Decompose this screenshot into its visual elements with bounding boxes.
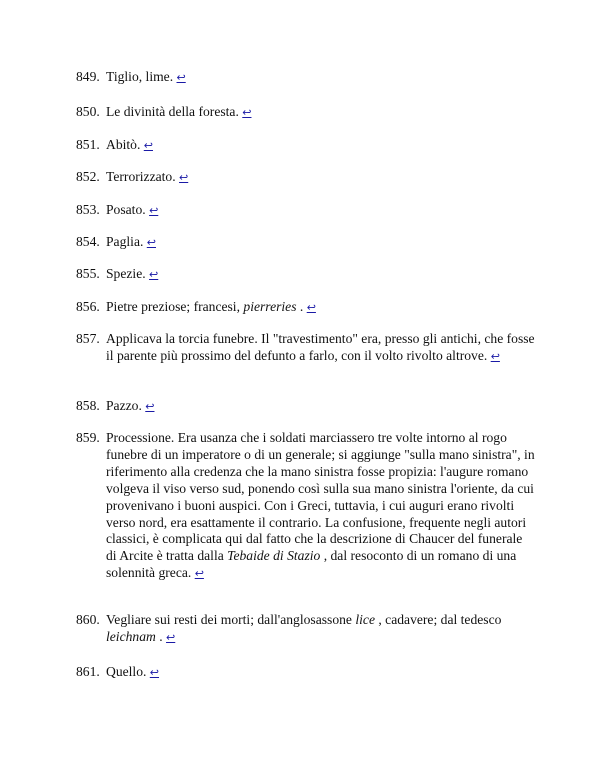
footnote-857 [76,331,536,366]
footnote-number: 852. [76,169,100,184]
backlink-857[interactable]: ↩ [490,349,500,363]
backlink-849[interactable]: ↩ [176,71,186,84]
footnote-861 [76,664,536,682]
footnote-text: , dal resoconto di un romano di una solennità greca. [106,548,517,581]
footnote-text: Posato. [106,202,150,217]
footnote-854 [76,234,536,252]
footnote-italic-text: Tebaide di Stazio [227,548,321,564]
footnote-856 [76,299,536,317]
footnote-text: Processione. Era usanza che i soldati marciassero tre volte intorno al rogo funebre di un imperatore o di un generale; si aggiunge "sulla mano sinistra", in riferimento alla credenza che la mano sinistra fosse propizia: l'augure romano volgeva il viso verso sud, ponendo così sulla sua mano sinistra l'oriente, da cui provenivano i buoni auspici. Con i Greci, tuttavia, i cui auguri erano rivolti verso nord, era esattamente il contrario. La confusione, frequente negli autori classici, è complicata qui dal fatto che la descrizione di Chaucer del funerale di Arcite è tratta dalla [106,430,535,564]
backlink-855[interactable]: ↩ [149,268,159,281]
backlink-853[interactable]: ↩ [149,204,159,217]
footnote-852 [76,169,536,187]
footnote-text: Tiglio, lime. [106,69,177,84]
footnote-text: Abitò. [106,137,144,152]
footnote-italic-text: leichnam [106,628,156,644]
footnote-860 [76,612,536,647]
footnote-number: 855. [76,266,100,281]
footnote-number: 858. [76,398,100,413]
backlink-861[interactable]: ↩ [149,666,160,679]
footnote-858 [76,398,536,416]
footnote-text: Vegliare sui resti dei morti; dall'anglosassone [106,612,356,627]
footnote-text: Le divinità della foresta. [106,104,243,119]
backlink-856[interactable]: ↩ [306,301,316,314]
footnote-number: 861. [76,664,100,679]
footnote-text: Terrorizzato. [106,169,180,184]
backlink-851[interactable]: ↩ [143,139,153,152]
footnote-855 [76,266,536,284]
backlink-852[interactable]: ↩ [179,171,189,184]
backlink-850[interactable]: ↩ [242,106,252,119]
footnote-number: 851. [76,137,100,152]
footnote-850 [76,104,536,122]
footnote-number: 854. [76,234,100,249]
footnote-text: Pietre preziose; francesi, [106,299,244,314]
footnote-text: Paglia. [106,234,147,249]
footnote-text: Pazzo. [106,398,146,413]
footnote-text: Quello. [106,664,150,679]
backlink-860[interactable]: ↩ [166,630,176,644]
footnote-number: 857. [76,331,100,346]
backlink-854[interactable]: ↩ [146,236,156,249]
footnote-italic-text: lice [355,612,375,627]
footnote-849 [76,69,536,87]
footnote-text: . [155,628,167,644]
footnote-859 [76,430,536,583]
footnote-number: 853. [76,202,100,217]
backlink-858[interactable]: ↩ [145,400,155,413]
footnote-851 [76,137,536,155]
footnote-number: 860. [76,612,100,627]
footnote-number: 850. [76,104,100,119]
footnote-text: Applicava la torcia funebre. Il "travestimento" era, presso gli antichi, che fosse il parente più prossimo del defunto a farlo, con il volto rivolto altrove. [106,331,535,363]
footnote-text: . [296,299,307,314]
footnote-text: , cadavere; dal tedesco [374,612,502,627]
footnote-853 [76,202,536,220]
footnote-number: 859. [76,430,100,445]
footnote-text: Spezie. [106,266,150,281]
footnote-italic-text: pierreries [243,299,297,314]
footnote-number: 849. [76,69,100,84]
footnote-number: 856. [76,299,100,314]
backlink-859[interactable]: ↩ [194,567,204,581]
